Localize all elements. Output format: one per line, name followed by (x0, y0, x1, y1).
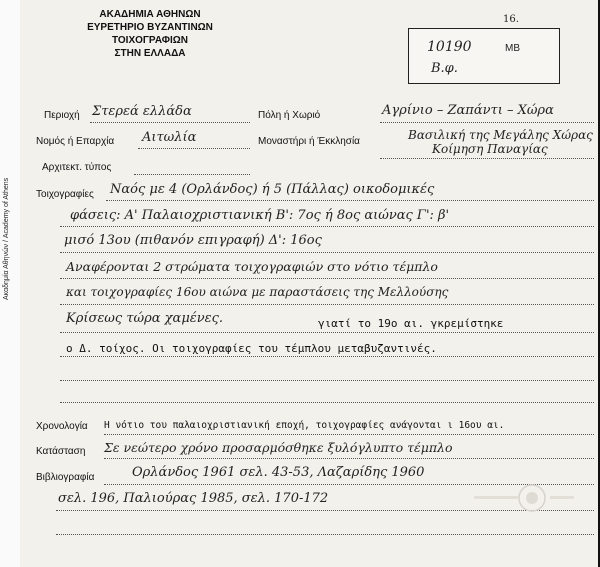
frescoes-line-4: Αναφέρονται 2 στρώματα τοιχογραφιών στο νότιο τέμπλο (66, 259, 438, 274)
reference-box (408, 28, 560, 84)
bibliography-line-1: Ορλάνδος 1961 σελ. 43-53, Λαζαρίδης 1960 (132, 465, 425, 480)
condition-rule (104, 458, 594, 459)
frescoes-line-2: φάσεις: Α' Παλαιοχριστιανική Β': 7ος ή 8ος αιώνας Γ': β' (70, 208, 450, 223)
frescoes-line-5: και τοιχογραφίες 16ου αιώνα με παραστάσεις της Μελλούσης (66, 285, 449, 299)
index-card (20, 0, 598, 567)
chronology-rule (104, 434, 594, 435)
card-header (50, 8, 250, 60)
prefecture-value: Αιτωλία (142, 130, 197, 145)
header-line-3: ΣΤΗΝ ΕΛΛΑΔΑ (114, 48, 186, 59)
monastery-value-1: Βασιλική της Μεγάλης Χώρας (408, 128, 593, 142)
condition-value: Σε νεώτερο χρόνο προσαρμόσθηκε ξυλόγλυπτο τέμπλο (104, 440, 453, 455)
prefecture-rule (138, 148, 250, 149)
bibliography-label: Βιβλιογραφία (36, 472, 95, 483)
header-line-1: ΑΚΑΔΗΜΙΑ ΑΘΗΝΩΝ (99, 9, 201, 20)
monastery-label: Μοναστήρι ή Έκκλησία (258, 136, 360, 147)
region-rule (90, 122, 250, 123)
frescoes-rule-1 (106, 200, 594, 201)
frescoes-line-3: μισό 13ου (πιθανόν επιγραφή) Δ': 16ος (64, 233, 322, 248)
frescoes-rule-6 (60, 332, 594, 333)
town-label: Πόλη ή Χωριό (258, 110, 321, 121)
side-credit-text: Ακαδημία Αθηνών / Academy of Athens (3, 177, 10, 300)
region-label: Περιοχή (44, 110, 80, 121)
chronology-value: Η νότιο του παλαιοχριστιανική εποχή, τοιχογραφίες ανάγονται ι 16ου αι. (104, 420, 505, 431)
frescoes-rule-4 (60, 278, 594, 279)
frescoes-line-1: Ναός με 4 (Ορλάνδος) ή 5 (Πάλλας) οικοδομικές (110, 182, 435, 197)
arch-type-rule (134, 174, 250, 175)
reference-mb: MB (505, 43, 520, 54)
town-rule (380, 122, 594, 123)
region-value: Στερεά ελλάδα (92, 104, 192, 119)
frescoes-typed-2: ο Δ. τοίχος. Οι τοιχογραφίες του τέμπλου μεταβυζαντινές. (66, 342, 437, 355)
frescoes-rule-2 (60, 226, 594, 227)
town-value: Αγρίνιο – Ζαπάντι – Χώρα (382, 103, 554, 118)
monastery-rule (380, 158, 594, 159)
bibliography-rule-3 (56, 534, 594, 535)
frescoes-rule-5 (60, 304, 594, 305)
header-line-2: ΕΥΡΕΤΗΡΙΟ ΒΥΖΑΝΤΙΝΩΝ ΤΟΙΧΟΓΡΑΦΙΩΝ (87, 22, 213, 46)
prefecture-label: Νομός ή Επαρχία (36, 136, 115, 147)
frescoes-typed-1: γιατί το 19ο αι. γκρεμίστηκε (318, 317, 504, 330)
condition-label: Κατάσταση (36, 446, 86, 457)
reference-code: Β.φ. (431, 61, 458, 76)
frescoes-rule-9 (60, 402, 594, 403)
frescoes-rule-8 (60, 380, 594, 381)
chronology-label: Χρονολογία (36, 421, 88, 432)
frescoes-rule-3 (60, 252, 594, 253)
side-credit-strip (0, 0, 20, 567)
frescoes-rule-7 (60, 356, 594, 357)
frescoes-label: Τοιχογραφίες (36, 189, 94, 200)
archive-logo-icon (468, 478, 578, 518)
bibliography-line-2: σελ. 196, Παλιούρας 1985, σελ. 170-172 (58, 491, 329, 506)
page-number: 16. (503, 14, 519, 25)
arch-type-label: Αρχιτεκτ. τύπος (42, 162, 112, 173)
frescoes-line-6: Κρίσεως τώρα χαμένες. (66, 311, 224, 326)
reference-number: 10190 (427, 39, 472, 55)
monastery-value-2: Κοίμηση Παναγίας (432, 142, 548, 156)
